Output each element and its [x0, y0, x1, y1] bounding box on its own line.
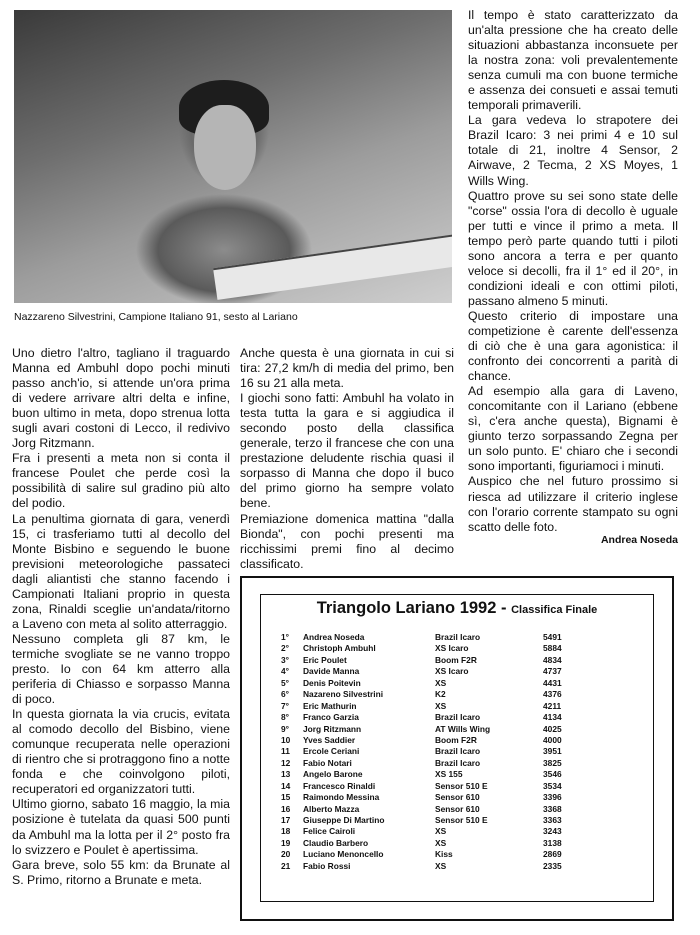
glider-cell: Sensor 610: [435, 803, 480, 814]
glider-cell: AT Wills Wing: [435, 723, 491, 734]
points-cell: 2869: [543, 849, 562, 860]
rank-cell: 14: [281, 780, 291, 791]
article-column-2: [240, 346, 454, 572]
pilot-name-cell: Angelo Barone: [303, 769, 363, 780]
rank-cell: 13: [281, 769, 291, 780]
rank-cell: 8°: [281, 712, 290, 723]
paragraph: Auspico che nel futuro prossimo si riesca ad utilizzare il criterio inglese con l'orario corrente stampato su ogni scatto delle foto.: [468, 474, 678, 534]
pilot-name-cell: Alberto Mazza: [303, 803, 360, 814]
glider-cell: XS: [435, 700, 447, 711]
glider-cell: XS: [435, 677, 447, 688]
points-cell: 5884: [543, 643, 562, 654]
paragraph: Premiazione domenica mattina "dalla Bionda", con pochi presenti ma ricchissimi premi fino al decimo classificato.: [240, 511, 454, 571]
glider-cell: K2: [435, 689, 446, 700]
results-title-main: Triangolo Lariano 1992 -: [316, 599, 512, 617]
paragraph: Uno dietro l'altro, tagliano il traguardo Manna ed Ambuhl dopo pochi minuti passo anch'io, si attende un'ora prima di vedere arrivare altri delta e infine, buon ultimo in meta, dopo strenua lotta sugli avari costoni di Lecco, il redivivo Jorg Ritzmann.: [12, 346, 230, 451]
rank-cell: 2°: [281, 643, 290, 654]
glider-cell: Brazil Icaro: [435, 746, 481, 757]
author-signature: Andrea Noseda: [600, 534, 678, 546]
paragraph: La gara vedeva lo strapotere dei Brazil Icaro: 3 nei primi 4 e 10 sul totale di 21, inoltre 4 Sensor, 2 Airwave, 2 Tecma, 2 XS Moyes, 1 Wills Wing.: [468, 113, 678, 188]
pilot-name-cell: Fabio Rossi: [303, 860, 351, 871]
points-cell: 3243: [543, 826, 562, 837]
glider-cell: Brazil Icaro: [435, 712, 481, 723]
glider-cell: Boom F2R: [435, 734, 477, 745]
table-row: [261, 804, 653, 815]
photo-face-shape: [194, 105, 256, 190]
table-row: [261, 724, 653, 735]
rank-cell: 7°: [281, 700, 290, 711]
glider-cell: Brazil Icaro: [435, 632, 481, 642]
paragraph: Quattro prove su sei sono state delle "corse" ossia l'ora di decollo è uguale per tutti e vince il primo a meta. Il tempo però parte quando tutti i piloti sono ancora a terra e per quanto veloce si decolli, fra il 1° ed il 20°, in condizioni ideali e con ottimi piloti, passano almeno 5 minuti.: [468, 188, 678, 308]
table-row: [261, 712, 653, 723]
results-title-sub: Classifica Finale: [511, 604, 598, 616]
paragraph: Fra i presenti a meta non si conta il francese Poulet che perde così la possibilità di salire sul gradino più alto del podio.: [12, 451, 230, 511]
rank-cell: 6°: [281, 689, 290, 700]
glider-cell: Sensor 510 E: [435, 780, 488, 791]
points-cell: 4025: [543, 723, 562, 734]
points-cell: 4376: [543, 689, 562, 700]
glider-cell: XS 155: [435, 769, 463, 780]
points-cell: 4211: [543, 700, 562, 711]
paragraph: Questo criterio di impostare una competizione è carente dell'essenza di ciò che è una gara agonistica: il confronto dei concorrenti a parità di chance.: [468, 308, 678, 384]
rank-cell: 15: [281, 792, 291, 803]
table-row: [261, 643, 653, 654]
paragraph: Ad esempio alla gara di Laveno, concomitante con il Lariano (ebbene sì, c'era anche questa), Bignami è giunto terzo sorpassando Zegna per un solo punto. E' chiaro che i secondi sono importanti, figuriamoci i minuti.: [468, 384, 678, 474]
points-cell: 3396: [543, 792, 562, 803]
paragraph: I giochi sono fatti: Ambuhl ha volato in testa tutta la gara e si aggiudica il secondo posto della classifica generale, terzo il francese che con una prestazione deludente rischia quasi il sorpasso di Manna che dopo il buco del primo giorno ha sempre volato bene.: [240, 391, 454, 511]
article-column-3: [468, 8, 678, 535]
rank-cell: 3°: [281, 654, 290, 665]
pilot-name-cell: Felice Cairoli: [303, 826, 356, 837]
pilot-name-cell: Jorg Ritzmann: [303, 723, 362, 734]
rank-cell: 9°: [281, 723, 290, 734]
pilot-name-cell: Christoph Ambuhl: [303, 643, 376, 654]
pilot-name-cell: Claudio Barbero: [303, 837, 369, 848]
points-cell: 4431: [543, 677, 562, 688]
pilot-name-cell: Yves Saddier: [303, 734, 356, 745]
table-row: [261, 632, 653, 643]
pilot-name-cell: Ercole Ceriani: [303, 746, 360, 757]
pilot-name-cell: Giuseppe Di Martino: [303, 815, 385, 825]
table-row: [261, 781, 653, 792]
table-row: [261, 735, 653, 746]
table-row: [261, 861, 653, 872]
points-cell: 4000: [543, 734, 562, 745]
paragraph: La penultima giornata di gara, venerdì 15, ci trasferiamo tutti al decollo del Monte Bisbino e seguendo le buone previsioni meteorologiche passateci dagli aliantisti che stanno facendo i Campionati Italiani proprio in questa zona, Rinaldi sceglie un'andata/ritorno a Laveno con meta al solito atterraggio.: [12, 511, 230, 631]
rank-cell: 16: [281, 803, 291, 814]
table-row: [261, 815, 653, 826]
table-row: [261, 849, 653, 860]
results-rows: [261, 632, 653, 872]
table-row: [261, 826, 653, 837]
points-cell: 3138: [543, 837, 562, 848]
pilot-name-cell: Eric Poulet: [303, 654, 347, 665]
paragraph: Ultimo giorno, sabato 16 maggio, la mia posizione è tutelata da quasi 500 punti da Ambuhl ma la lotta per il 2° posto fra lo svizzero e Poulet è apertissima.: [12, 797, 230, 857]
points-cell: 4134: [543, 712, 562, 723]
points-cell: 4834: [543, 654, 562, 665]
glider-cell: XS Icaro: [435, 643, 469, 654]
paragraph: In questa giornata la via crucis, evitata al comodo decollo del Bisbino, viene comunque recuperata nelle operazioni di rientro che si protraggono fino a notte fonda e che coinvolgono piloti, recuperatori ed organizzatori tutti.: [12, 707, 230, 797]
pilot-name-cell: Luciano Menoncello: [303, 849, 384, 860]
glider-cell: XS: [435, 837, 447, 848]
results-title: [261, 599, 653, 618]
glider-cell: XS: [435, 860, 447, 871]
pilot-photo: [14, 10, 452, 303]
paragraph: Gara breve, solo 55 km: da Brunate al S. Primo, ritorno a Brunate e meta.: [12, 857, 230, 887]
points-cell: 2335: [543, 860, 562, 871]
paragraph: Nessuno completa gli 87 km, le termiche svogliate se ne vanno troppo presto. Io con 64 km atterro alla periferia di Chiasso e sorpasso Manna di poco.: [12, 631, 230, 707]
pilot-name-cell: Denis Poitevin: [303, 677, 361, 688]
rank-cell: 1°: [281, 632, 290, 642]
points-cell: 3825: [543, 757, 562, 768]
results-table: [260, 594, 654, 902]
photo-caption: Nazzareno Silvestrini, Campione Italiano 91, sesto al Lariano: [14, 311, 298, 323]
table-row: [261, 689, 653, 700]
pilot-name-cell: Eric Mathurin: [303, 700, 357, 711]
rank-cell: 20: [281, 849, 291, 860]
results-box: [240, 576, 674, 921]
paragraph: Anche questa è una giornata in cui si tira: 27,2 km/h di media del primo, ben 16 su 21 alla meta.: [240, 346, 454, 391]
glider-cell: Sensor 610: [435, 792, 480, 803]
rank-cell: 11: [281, 746, 290, 757]
rank-cell: 17: [281, 815, 291, 825]
points-cell: 3534: [543, 780, 562, 791]
glider-cell: XS Icaro: [435, 666, 469, 677]
pilot-name-cell: Nazareno Silvestrini: [303, 689, 384, 700]
paragraph: Il tempo è stato caratterizzato da un'alta pressione che ha creato delle situazioni abbastanza inconsuete per la nostra zona: voli prevalentemente senza cumuli ma con buone termiche e assenza dei consueti e assai temuti temporali primaverili.: [468, 8, 678, 113]
glider-cell: Kiss: [435, 849, 453, 860]
table-row: [261, 758, 653, 769]
table-row: [261, 678, 653, 689]
glider-cell: Sensor 510 E: [435, 815, 488, 825]
rank-cell: 21: [281, 860, 291, 871]
table-row: [261, 746, 653, 757]
glider-cell: XS: [435, 826, 447, 837]
glider-cell: Brazil Icaro: [435, 757, 481, 768]
pilot-name-cell: Fabio Notari: [303, 757, 352, 768]
rank-cell: 5°: [281, 677, 290, 688]
rank-cell: 12: [281, 757, 291, 768]
pilot-name-cell: Franco Garzia: [303, 712, 359, 723]
points-cell: 4737: [543, 666, 562, 677]
pilot-name-cell: Davide Manna: [303, 666, 360, 677]
article-column-1: [12, 346, 230, 888]
points-cell: 3951: [543, 746, 562, 757]
points-cell: 5491: [543, 632, 562, 642]
table-row: [261, 701, 653, 712]
pilot-name-cell: Francesco Rinaldi: [303, 780, 376, 791]
table-row: [261, 769, 653, 780]
rank-cell: 18: [281, 826, 291, 837]
table-row: [261, 666, 653, 677]
photo-wing-shape: [213, 232, 452, 300]
table-row: [261, 792, 653, 803]
pilot-name-cell: Raimondo Messina: [303, 792, 380, 803]
table-row: [261, 838, 653, 849]
table-row: [261, 655, 653, 666]
points-cell: 3363: [543, 815, 562, 825]
rank-cell: 19: [281, 837, 291, 848]
points-cell: 3368: [543, 803, 562, 814]
rank-cell: 10: [281, 734, 291, 745]
pilot-name-cell: Andrea Noseda: [303, 632, 365, 642]
points-cell: 3546: [543, 769, 562, 780]
glider-cell: Boom F2R: [435, 654, 477, 665]
rank-cell: 4°: [281, 666, 290, 677]
